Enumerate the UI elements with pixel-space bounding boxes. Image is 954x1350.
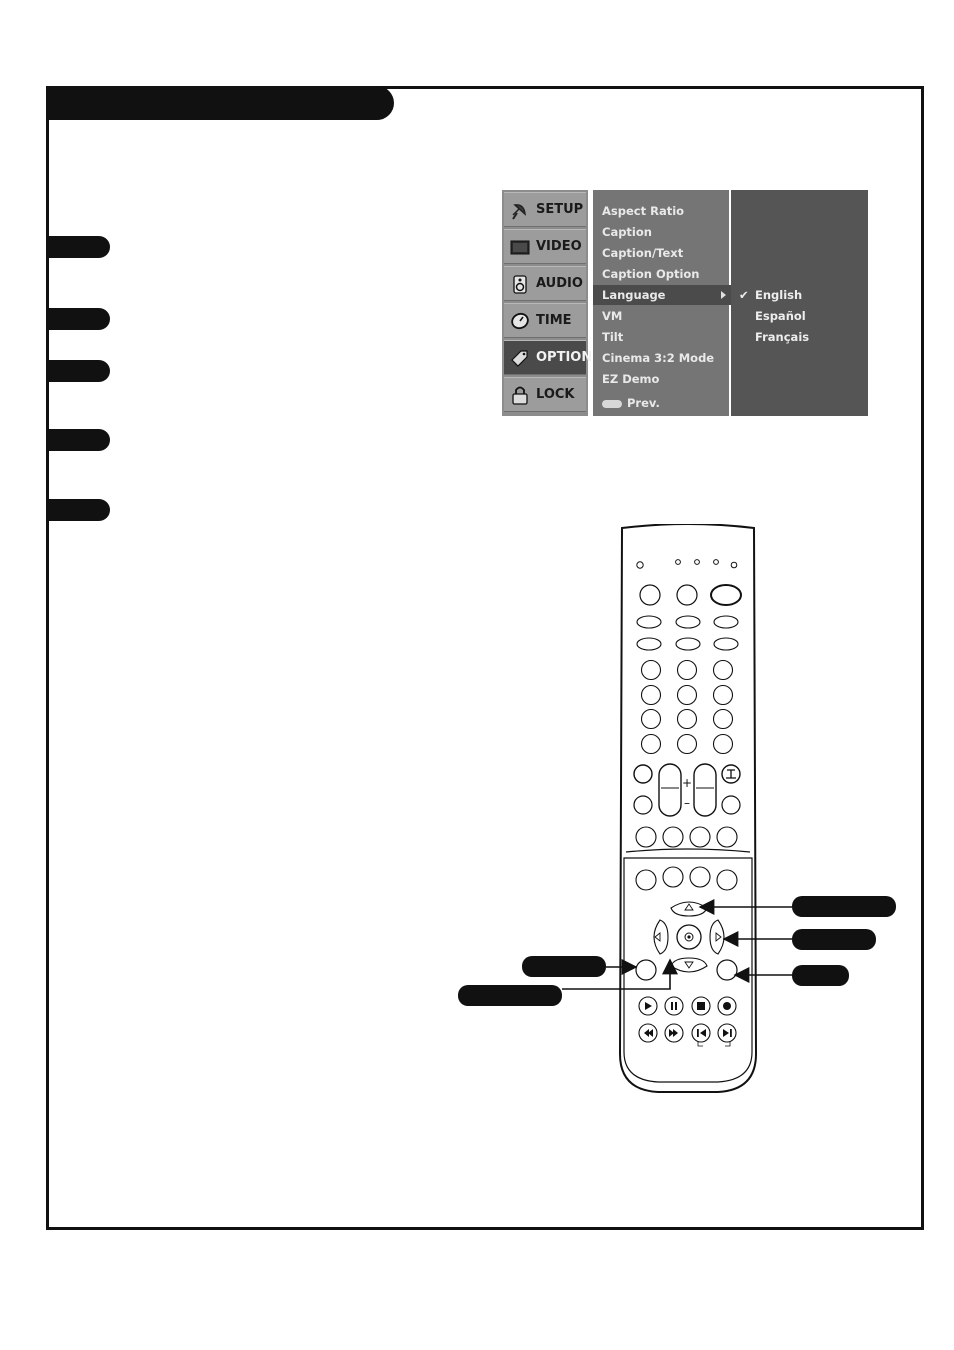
clock-icon [510,311,530,331]
tv-screen-icon [510,237,530,257]
osd-submenu-column [731,190,868,416]
osd-tab-label: VIDEO [536,239,582,254]
menu-item-caption[interactable]: Caption [602,225,652,239]
menu-item-tilt[interactable]: Tilt [602,330,624,344]
callout-menu-label [522,956,606,977]
osd-tab-label: SETUP [536,202,584,217]
callout-right-arrow-label [792,929,876,950]
menu-item-caption-option[interactable]: Caption Option [602,267,700,281]
menu-item-caption-text[interactable]: Caption/Text [602,246,684,260]
step-3-tab [46,360,110,382]
submenu-item-english[interactable]: English [755,288,803,302]
osd-tab-time[interactable] [504,303,586,338]
osd-category-column [502,190,593,416]
menu-item-language: Language [602,288,666,302]
padlock-icon [510,385,530,405]
check-mark-icon: ✔ [739,288,749,302]
callout-down-arrow-label [458,985,562,1006]
menu-item-ez-demo[interactable]: EZ Demo [602,372,660,386]
submenu-item-francais[interactable]: Français [755,330,810,344]
osd-tab-lock[interactable] [504,377,586,412]
remote-plus-label: + [681,776,693,790]
step-1-tab [46,236,110,258]
section-title-tab [46,86,394,120]
remote-control [618,524,758,1094]
osd-tab-setup[interactable] [504,192,586,227]
osd-tab-option[interactable] [504,340,593,375]
osd-tab-audio[interactable] [504,266,586,301]
osd-tab-video[interactable] [504,229,586,264]
step-5-tab [46,499,110,521]
callout-exit-label [792,965,849,986]
prev-label[interactable]: Prev. [627,396,660,410]
menu-item-cinema-mode[interactable]: Cinema 3:2 Mode [602,351,715,365]
callout-up-arrow-label [792,896,896,917]
menu-button-icon [602,400,622,408]
remote-minus-label: – [684,796,690,810]
step-4-tab [46,429,110,451]
tag-icon [510,348,530,368]
step-2-tab [46,308,110,330]
osd-tab-label: TIME [536,313,572,328]
osd-option-menu [502,190,868,416]
submenu-item-espanol[interactable]: Español [755,309,806,323]
osd-tab-label: LOCK [536,387,575,402]
menu-item-aspect-ratio[interactable]: Aspect Ratio [602,204,685,218]
submenu-arrow-icon [721,291,726,299]
menu-item-language-highlight[interactable] [593,285,731,305]
satellite-dish-icon [510,200,530,220]
osd-tab-label: AUDIO [536,276,583,291]
speaker-icon [510,274,530,294]
osd-tab-label: OPTION [536,350,593,365]
menu-item-vm[interactable]: VM [602,309,623,323]
